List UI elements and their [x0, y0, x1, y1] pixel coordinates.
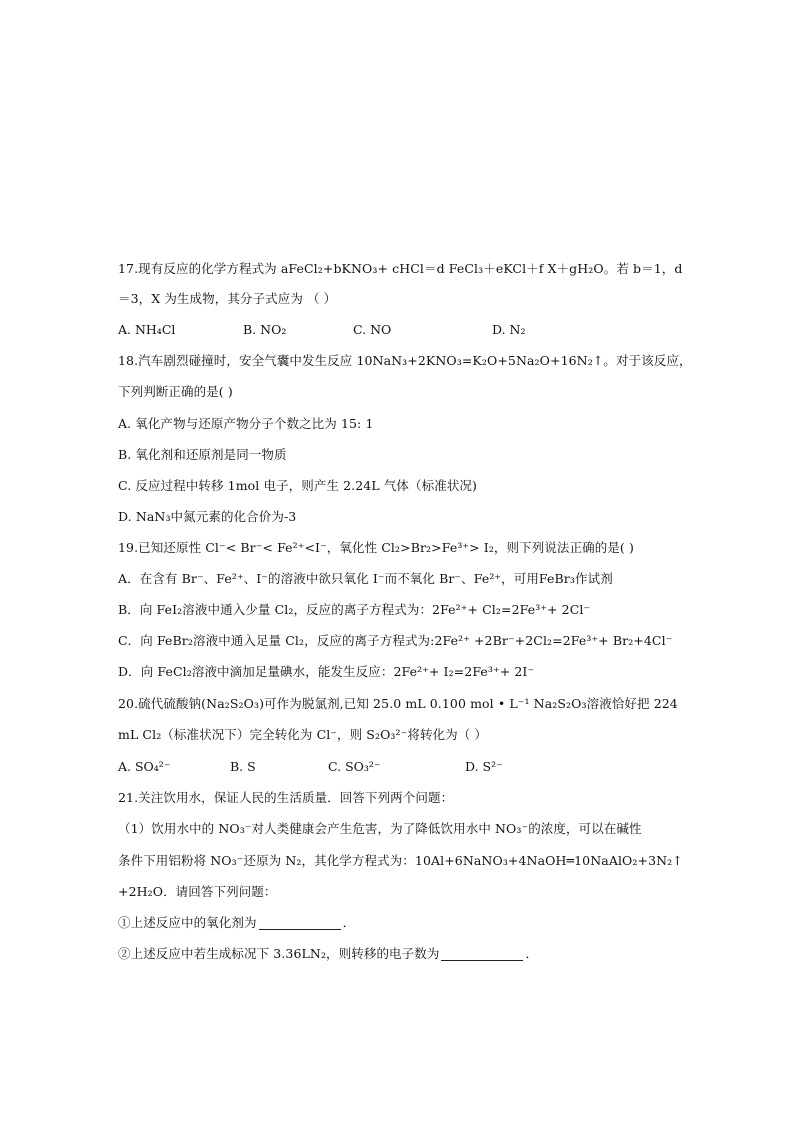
q17-option-a: A. NH₄Cl: [118, 322, 176, 337]
q20-stem-line1: 20.硫代硫酸钠(Na₂S₂O₃)可作为脱氯剂,已知 25.0 mL 0.100 mol • L⁻¹ Na₂S₂O₃溶液恰好把 224: [118, 696, 678, 711]
q21-sub1-answer-blank[interactable]: [259, 916, 341, 930]
q20-option-c: C. SO₃²⁻: [328, 759, 381, 774]
q18-stem-line1: 18.汽车剧烈碰撞时，安全气囊中发生反应 10NaN₃+2KNO₃=K₂O+5Na₂O+16N₂↑。对于该反应，: [118, 353, 692, 368]
q21-sub2-end: ．: [525, 946, 539, 961]
q21-sub2-text: ②上述反应中若生成标况下 3.36LN₂，则转移的电子数为: [118, 946, 440, 961]
q19-stem-line1: 19.已知还原性 Cl⁻< Br⁻< Fe²⁺<I⁻，氧化性 Cl₂>Br₂>Fe³⁺> I₂，则下列说法正确的是( ): [118, 540, 634, 555]
q18-option-c: C. 反应过程中转移 1mol 电子，则产生 2.24L 气体（标准状况): [118, 478, 477, 493]
q19-option-b: B．向 FeI₂溶液中通入少量 Cl₂，反应的离子方程式为：2Fe²⁺+ Cl₂=2Fe³⁺+ 2Cl⁻: [118, 602, 591, 617]
q21-sub2-answer-blank[interactable]: [441, 947, 523, 961]
q19-option-a: A．在含有 Br⁻、Fe²⁺、I⁻的溶液中欲只氧化 I⁻而不氧化 Br⁻、Fe²⁺，可用FeBr₃作试剂: [118, 571, 613, 586]
q21-part1-line3: +2H₂O．请回答下列问题：: [118, 884, 277, 899]
q17-option-b: B. NO₂: [243, 322, 287, 337]
q18-option-d: D. NaN₃中氮元素的化合价为-3: [118, 509, 297, 524]
q20-stem-line2: mL Cl₂（标准状况下）完全转化为 Cl⁻，则 S₂O₃²⁻将转化为（ ）: [118, 727, 488, 742]
q19-option-d: D．向 FeCl₂溶液中滴加足量碘水，能发生反应：2Fe²⁺+ I₂=2Fe³⁺+ 2I⁻: [118, 664, 535, 679]
q21-stem-line1: 21.关注饮用水，保证人民的生活质量．回答下列两个问题：: [118, 790, 454, 805]
q21-part1-line2: 条件下用铝粉将 NO₃⁻还原为 N₂，其化学方程式为：10Al+6NaNO₃+4NaOH═10NaAlO₂+3N₂↑: [118, 853, 683, 868]
q21-subquestion-2: [118, 945, 678, 963]
q17-stem-line1: 17.现有反应的化学方程式为 aFeCl₂+bKNO₃+ cHCl＝d FeCl₃＋eKCl＋f X＋gH₂O。若 b＝1，d: [118, 261, 683, 276]
q18-option-a: A. 氧化产物与还原产物分子个数之比为 15: 1: [118, 416, 374, 431]
q21-part1-line1: （1）饮用水中的 NO₃⁻对人类健康会产生危害，为了降低饮用水中 NO₃⁻的浓度，可以在碱性: [118, 821, 642, 836]
q19-option-c: C．向 FeBr₂溶液中通入足量 Cl₂，反应的离子方程式为:2Fe²⁺ +2Br⁻+2Cl₂=2Fe³⁺+ Br₂+4Cl⁻: [118, 633, 673, 648]
q21-sub1-end: ．: [342, 915, 356, 930]
q21-sub1-text: ①上述反应中的氧化剂为: [118, 915, 257, 930]
q20-option-a: A. SO₄²⁻: [118, 759, 171, 774]
q20-option-d: D. S²⁻: [465, 759, 503, 774]
q18-option-b: B. 氧化剂和还原剂是同一物质: [118, 447, 287, 462]
q18-stem-line2: 下列判断正确的是( ): [118, 384, 233, 399]
q17-stem-line2: ＝3，X 为生成物，其分子式应为 （ ）: [118, 291, 337, 306]
q20-option-b: B. S: [230, 759, 256, 774]
q21-subquestion-1: [118, 914, 678, 932]
q17-option-c: C. NO: [353, 322, 392, 337]
q17-option-d: D. N₂: [492, 322, 526, 337]
